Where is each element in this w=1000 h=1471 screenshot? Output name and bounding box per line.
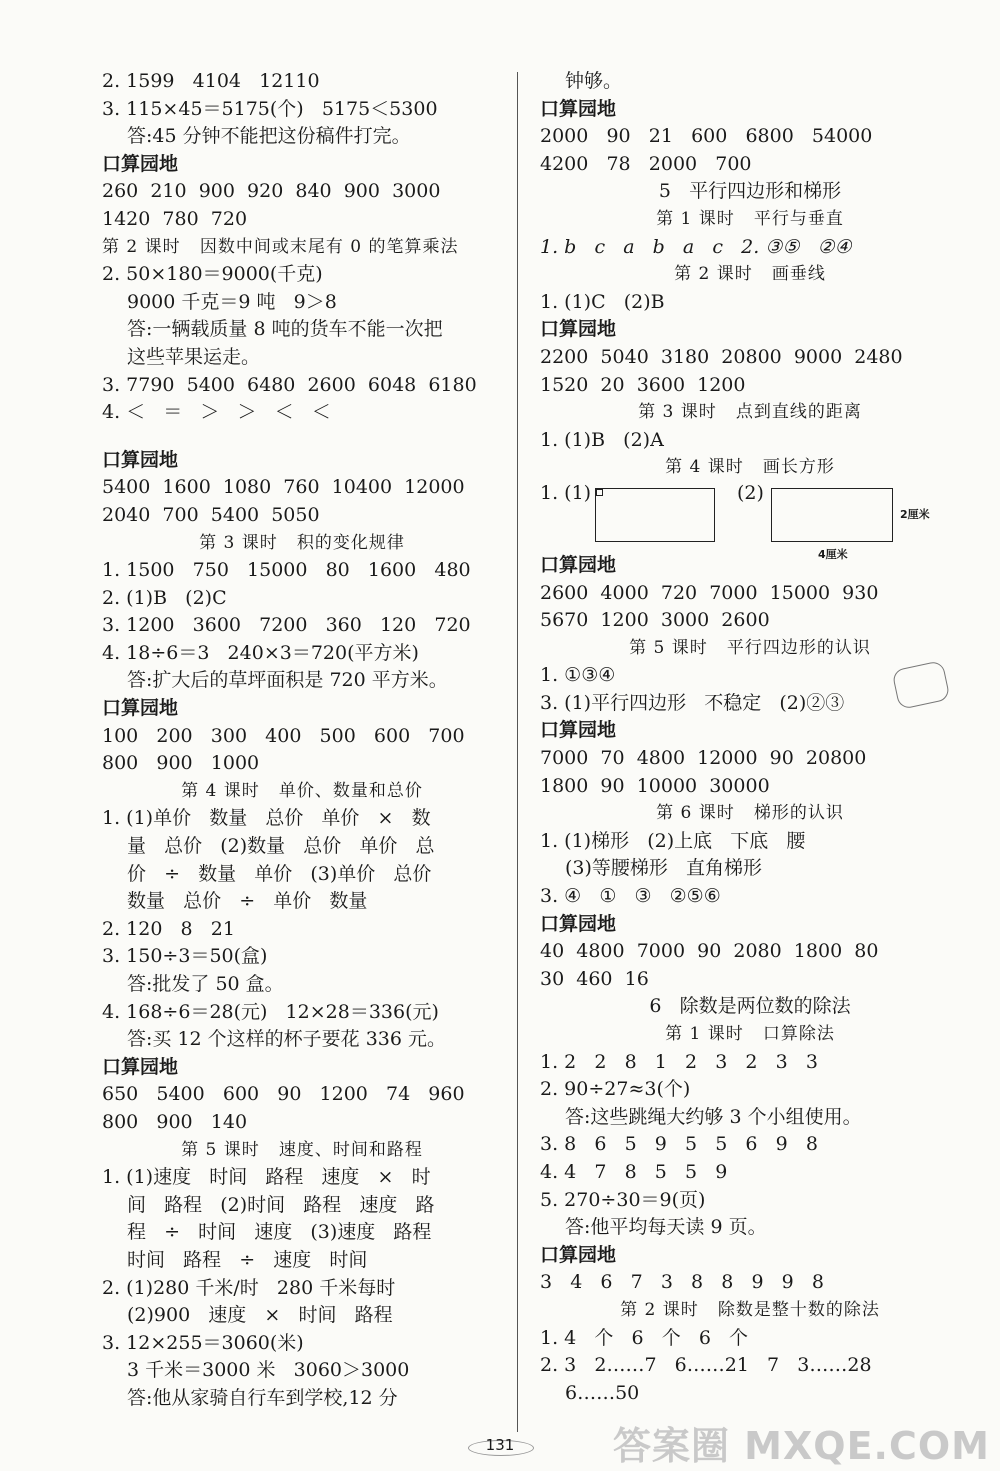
right-angle-mark: [596, 489, 603, 496]
answer-line: 程 ÷ 时间 速度 (3)速度 路程: [127, 1221, 432, 1244]
answer-line: 这些苹果运走。: [127, 345, 261, 368]
answer-line: 800 900 1000: [102, 752, 260, 775]
lesson-title: 第 2 课时 因数中间或末尾有 0 的笔算乘法: [102, 236, 459, 257]
answer-line: 1. 2 2 8 1 2 3 2 3 3: [540, 1050, 818, 1073]
lesson-title: 第 2 课时 除数是整十数的除法: [620, 1299, 880, 1320]
section-heading: 口算园地: [540, 97, 617, 120]
answer-line: 价 ÷ 数量 单价 (3)单价 总价: [127, 862, 432, 885]
answer-line: 4. 4 7 8 5 5 9: [540, 1160, 728, 1183]
answer-line: 答:这些跳绳大约够 3 个小组使用。: [565, 1105, 862, 1128]
answer-line: 4200 78 2000 700: [540, 152, 752, 175]
answer-line: 2040 700 5400 5050: [102, 503, 320, 526]
unit-title: 5 平行四边形和梯形: [658, 180, 842, 203]
watermark-logo: 答案圈 MXQE.COM: [612, 1424, 990, 1468]
lesson-title: 第 1 课时 口算除法: [665, 1024, 835, 1044]
answer-line: 答:买 12 个这样的杯子要花 336 元。: [127, 1028, 447, 1051]
answer-line: 2. 50×180＝9000(千克): [102, 263, 323, 286]
answer-line: 1520 20 3600 1200: [540, 373, 746, 396]
answer-line: 40 4800 7000 90 2080 1800 80: [540, 940, 879, 963]
section-heading: 口算园地: [540, 719, 617, 742]
answer-line: 800 900 140: [102, 1110, 248, 1133]
answer-line: 1. (1)梯形 (2)上底 下底 腰: [540, 829, 806, 852]
answer-line: 1420 780 720: [102, 207, 248, 230]
dimension-label: 2厘米: [900, 507, 930, 521]
lesson-title: 第 3 课时 点到直线的距离: [638, 402, 862, 423]
answer-line: 答:批发了 50 盒。: [127, 973, 284, 995]
answer-line: 6……50: [565, 1381, 640, 1404]
answer-line: 7000 70 4800 12000 90 20800: [540, 747, 867, 770]
left-column: [102, 68, 502, 1413]
answer-line: 9000 千克＝9 吨 9＞8: [127, 290, 337, 313]
answer-line: 650 5400 600 90 1200 74 960: [102, 1083, 465, 1106]
unit-title: 6 除数是两位数的除法: [649, 995, 851, 1018]
answer-line: 1. ①③④: [540, 664, 616, 687]
answer-line: 1. (1)B (2)A: [540, 428, 664, 451]
answer-line: 3. 150÷3＝50(盒): [102, 945, 268, 968]
answer-line: 1. (1)速度 时间 路程 速度 × 时: [102, 1166, 431, 1189]
answer-line: (2)900 速度 × 时间 路程: [127, 1304, 393, 1327]
answer-line: 1. (1)单价 数量 总价 单价 × 数: [102, 807, 431, 830]
answer-line: 3. 8 6 5 9 5 5 6 9 8: [540, 1133, 818, 1156]
answer-line: 2. (1)280 千米/时 280 千米每时: [102, 1276, 396, 1299]
answer-line: 3. 7790 5400 6480 2600 6048 6180: [102, 373, 477, 396]
answer-line: (3)等腰梯形 直角梯形: [565, 857, 763, 880]
section-heading: 口算园地: [540, 912, 617, 935]
answer-line: 4. 18÷6＝3 240×3＝720(平方米): [102, 641, 419, 664]
answer-line: 答:一辆载质量 8 吨的货车不能一次把: [127, 318, 443, 341]
lesson-title: 第 4 课时 画长方形: [665, 457, 835, 478]
answer-line: 3. 1200 3600 7200 360 120 720: [102, 614, 471, 637]
lesson-title: 第 4 课时 单价、数量和总价: [181, 780, 423, 801]
lesson-title: 第 6 课时 梯形的认识: [656, 803, 844, 824]
section-heading: 口算园地: [540, 318, 617, 341]
section-heading: 口算园地: [102, 152, 179, 175]
lesson-title: 第 5 课时 速度、时间和路程: [181, 1139, 423, 1160]
right-column: [540, 68, 960, 1407]
answer-line: 2. (1)B (2)C: [102, 586, 227, 609]
answer-line: 5. 270÷30＝9(页): [540, 1188, 706, 1211]
rectangle-figure-2: [771, 488, 893, 542]
lesson-title: 第 3 课时 积的变化规律: [199, 532, 405, 553]
answer-line: 量 总价 (2)数量 总价 单价 总: [127, 835, 435, 858]
answer-line: 1. 4 个 6 个 6 个: [540, 1326, 749, 1349]
section-heading: 口算园地: [102, 1055, 179, 1078]
answer-line: 钟够。: [565, 70, 623, 92]
answer-line: 260 210 900 920 840 900 3000: [102, 180, 441, 203]
answer-line: 3 4 6 7 3 8 8 9 9 8: [540, 1271, 824, 1294]
answer-line: 答:45 分钟不能把这份稿件打完。: [127, 125, 411, 148]
answer-line: 数量 总价 ÷ 单价 数量: [127, 890, 368, 913]
answer-line: 1. b c a b a c 2. ③⑤ ②④: [540, 235, 852, 258]
figure-label: 1. (1): [540, 481, 592, 504]
answer-line: 2. 1599 4104 12110: [102, 70, 320, 92]
answer-line: 答:他从家骑自行车到学校,12 分: [127, 1386, 398, 1409]
answer-line: 间 路程 (2)时间 路程 速度 路: [127, 1193, 435, 1216]
answer-line: 3. 115×45＝5175(个) 5175＜5300: [102, 97, 438, 120]
answer-line: 30 460 16: [540, 967, 649, 990]
answer-line: 1800 90 10000 30000: [540, 774, 770, 797]
answer-line: 3 千米＝3000 米 3060＞3000: [127, 1359, 410, 1382]
column-divider: [517, 72, 518, 1432]
section-heading: 口算园地: [540, 553, 617, 576]
answer-line: 答:扩大后的草坪面积是 720 平方米。: [127, 669, 448, 692]
answer-line: 时间 路程 ÷ 速度 时间: [127, 1248, 368, 1271]
answer-line: 1. 1500 750 15000 80 1600 480: [102, 559, 471, 582]
lesson-title: 第 2 课时 画垂线: [674, 264, 826, 285]
answer-line: 3. ④ ① ③ ②⑤⑥: [540, 885, 721, 908]
answer-line: 2200 5040 3180 20800 9000 2480: [540, 345, 903, 368]
answer-line: 100 200 300 400 500 600 700: [102, 724, 465, 747]
section-heading: 口算园地: [102, 697, 179, 720]
section-heading: 口算园地: [540, 1243, 617, 1266]
figure-label: (2): [737, 481, 764, 504]
answer-line: 5670 1200 3000 2600: [540, 609, 770, 632]
lesson-title: 第 1 课时 平行与垂直: [656, 208, 844, 229]
answer-line: 5400 1600 1080 760 10400 12000: [102, 476, 465, 499]
answer-line: 2000 90 21 600 6800 54000: [540, 125, 873, 148]
rectangle-figures: [540, 481, 960, 561]
page-number: 131: [478, 1436, 522, 1454]
answer-line: 3. 12×255＝3060(米): [102, 1331, 304, 1354]
answer-line: 2. 90÷27≈3(个): [540, 1078, 691, 1101]
answer-line: 2. 3 2……7 6……21 7 3……28: [540, 1354, 872, 1377]
answer-line: 1. (1)C (2)B: [540, 290, 665, 313]
rectangle-figure-1: [595, 488, 715, 542]
section-heading: 口算园地: [102, 448, 179, 471]
answer-line: 答:他平均每天读 9 页。: [565, 1216, 767, 1239]
answer-line: 2. 120 8 21: [102, 917, 235, 940]
dimension-label: 4厘米: [818, 547, 848, 561]
lesson-title: 第 5 课时 平行四边形的认识: [629, 637, 871, 658]
answer-line: 4. 168÷6＝28(元) 12×28＝336(元): [102, 1000, 439, 1023]
answer-line: 4. ＜ ＝ ＞ ＞ ＜ ＜: [102, 401, 331, 424]
answer-line: 2600 4000 720 7000 15000 930: [540, 581, 879, 604]
answer-line: 3. (1)平行四边形 不稳定 (2)②③: [540, 691, 845, 714]
